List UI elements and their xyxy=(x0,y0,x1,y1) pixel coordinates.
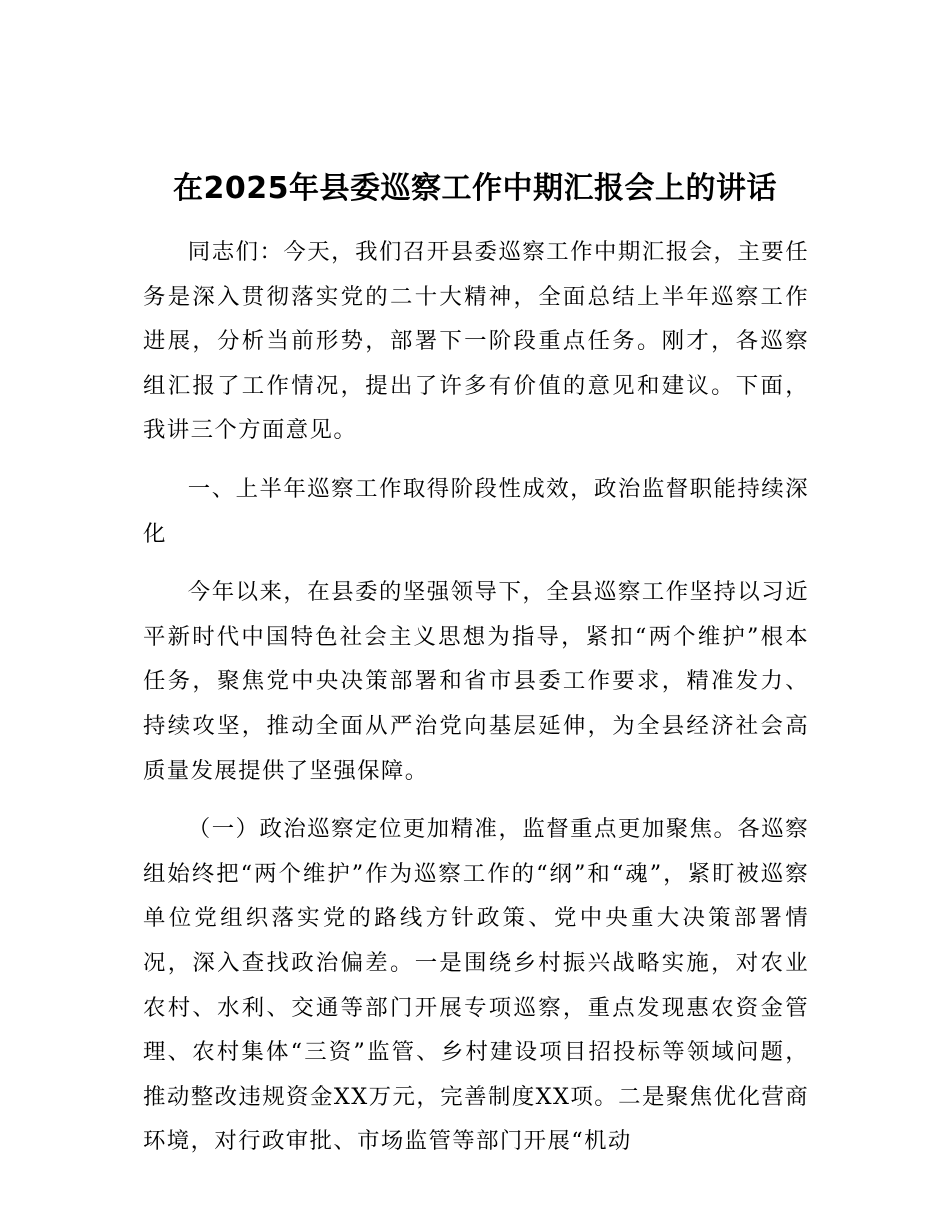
paragraph-summary: 今年以来，在县委的坚强领导下，全县巡察工作坚持以习近平新时代中国特色社会主义思想为指导，紧扣“两个维护”根本任务，聚焦党中央决策部署和省市县委工作要求，精准发力、持续攻坚，推动全面从严治党向基层延伸，为全县经济社会高质量发展提供了坚强保障。 xyxy=(143,579,809,784)
paragraph-gap xyxy=(143,453,809,467)
document-title: 在2025年县委巡察工作中期汇报会上的讲话 xyxy=(173,171,777,206)
document-body xyxy=(143,230,809,1164)
paragraph-gap xyxy=(143,556,809,570)
section-heading-1: 一、上半年巡察工作取得阶段性成效，政治监督职能持续深化 xyxy=(143,475,809,547)
paragraph-gap xyxy=(143,793,809,807)
paragraph-opening: 同志们：今天，我们召开县委巡察工作中期汇报会，主要任务是深入贯彻落实党的二十大精神，全面总结上半年巡察工作进展，分析当前形势，部署下一阶段重点任务。刚才，各巡察组汇报了工作情况，提出了许多有价值的意见和建议。下面，我讲三个方面意见。 xyxy=(143,239,809,444)
paragraph-subsection-1: （一）政治巡察定位更加精准，监督重点更加聚焦。各巡察组始终把“两个维护”作为巡察工作的“纲”和“魂”，紧盯被巡察单位党组织落实党的路线方针政策、党中央重大决策部署情况，深入查找政治偏差。一是围绕乡村振兴战略实施，对农业农村、水利、交通等部门开展专项巡察，重点发现惠农资金管理、农村集体“三资”监管、乡村建设项目招投标等领域问题，推动整改违规资金XX万元，完善制度XX项。二是聚焦优化营商环境，对行政审批、市场监管等部门开展“机动 xyxy=(143,816,809,1155)
